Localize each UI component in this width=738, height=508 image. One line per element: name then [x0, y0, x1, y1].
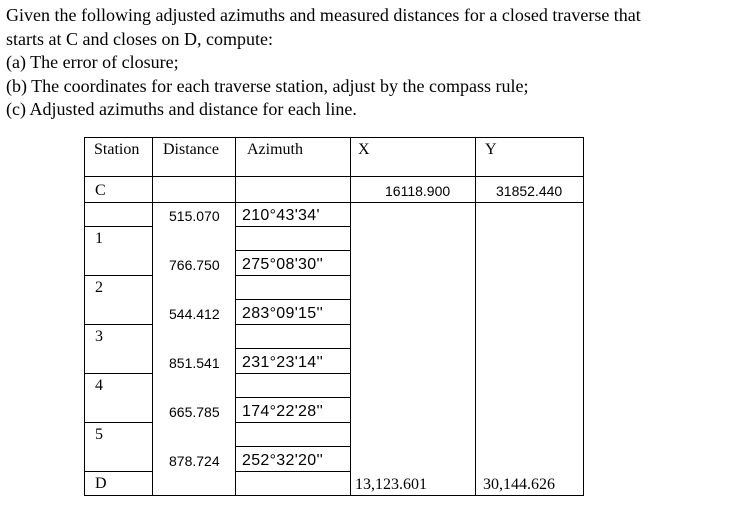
header-azimuth: Azimuth: [247, 141, 303, 158]
problem-line: Given the following adjusted azimuths and measured distances for a closed traverse that: [6, 5, 641, 25]
start-x-value: 16118.900: [385, 183, 451, 199]
line-azimuth: 231°23'14'': [242, 354, 324, 371]
grid-line: [350, 137, 351, 496]
grid-line: [84, 137, 85, 496]
line-distance: 665.785: [169, 404, 220, 420]
grid-line: [84, 176, 584, 177]
station-label: D: [95, 475, 107, 492]
grid-line: [84, 202, 584, 203]
line-distance: 515.070: [169, 208, 220, 224]
line-distance: 878.724: [169, 453, 220, 469]
header-x: X: [358, 141, 370, 158]
grid-line: [583, 137, 584, 496]
grid-line: [84, 137, 584, 138]
problem-statement: [6, 4, 641, 122]
grid-line: [235, 422, 351, 423]
grid-line: [235, 226, 351, 227]
grid-line: [84, 422, 153, 423]
line-azimuth: 252°32'20'': [242, 452, 324, 469]
grid-line: [84, 324, 153, 325]
problem-line: (b) The coordinates for each traverse station, adjust by the compass rule;: [6, 75, 529, 96]
traverse-table: [84, 137, 584, 496]
grid-line: [84, 275, 153, 276]
grid-line: [475, 137, 476, 496]
problem-line: (c) Adjusted azimuths and distance for each line.: [6, 99, 357, 119]
station-label: 5: [95, 426, 103, 443]
header-station: Station: [94, 141, 140, 158]
station-label: 1: [95, 230, 103, 247]
header-y: Y: [485, 141, 497, 158]
line-azimuth: 210°43'34': [242, 207, 320, 224]
grid-line: [235, 137, 236, 496]
grid-line: [235, 446, 351, 447]
problem-line: (a) The error of closure;: [6, 52, 179, 72]
start-y-value: 31852.440: [496, 183, 563, 199]
grid-line: [235, 397, 351, 398]
station-label: 4: [95, 377, 103, 394]
line-azimuth: 275°08'30'': [242, 256, 324, 273]
grid-line: [235, 299, 351, 300]
grid-line: [235, 250, 351, 251]
end-x-value: 13,123.601: [355, 476, 427, 493]
header-distance: Distance: [163, 141, 219, 158]
line-distance: 766.750: [169, 257, 220, 273]
grid-line: [152, 137, 153, 496]
line-azimuth: 283°09'15'': [242, 305, 324, 322]
line-azimuth: 174°22'28'': [242, 403, 324, 420]
line-distance: 851.541: [169, 355, 220, 371]
grid-line: [84, 495, 584, 496]
grid-line: [235, 324, 351, 325]
grid-line: [235, 348, 351, 349]
grid-line: [84, 471, 153, 472]
grid-line: [235, 471, 351, 472]
line-distance: 544.412: [169, 306, 220, 322]
station-label: 2: [95, 279, 103, 296]
end-y-value: 30,144.626: [483, 476, 555, 493]
grid-line: [235, 275, 351, 276]
grid-line: [84, 226, 153, 227]
grid-line: [84, 373, 153, 374]
problem-line: starts at C and closes on D, compute:: [6, 28, 273, 49]
station-label: 3: [95, 328, 103, 345]
station-label: C: [95, 182, 106, 199]
grid-line: [235, 373, 351, 374]
